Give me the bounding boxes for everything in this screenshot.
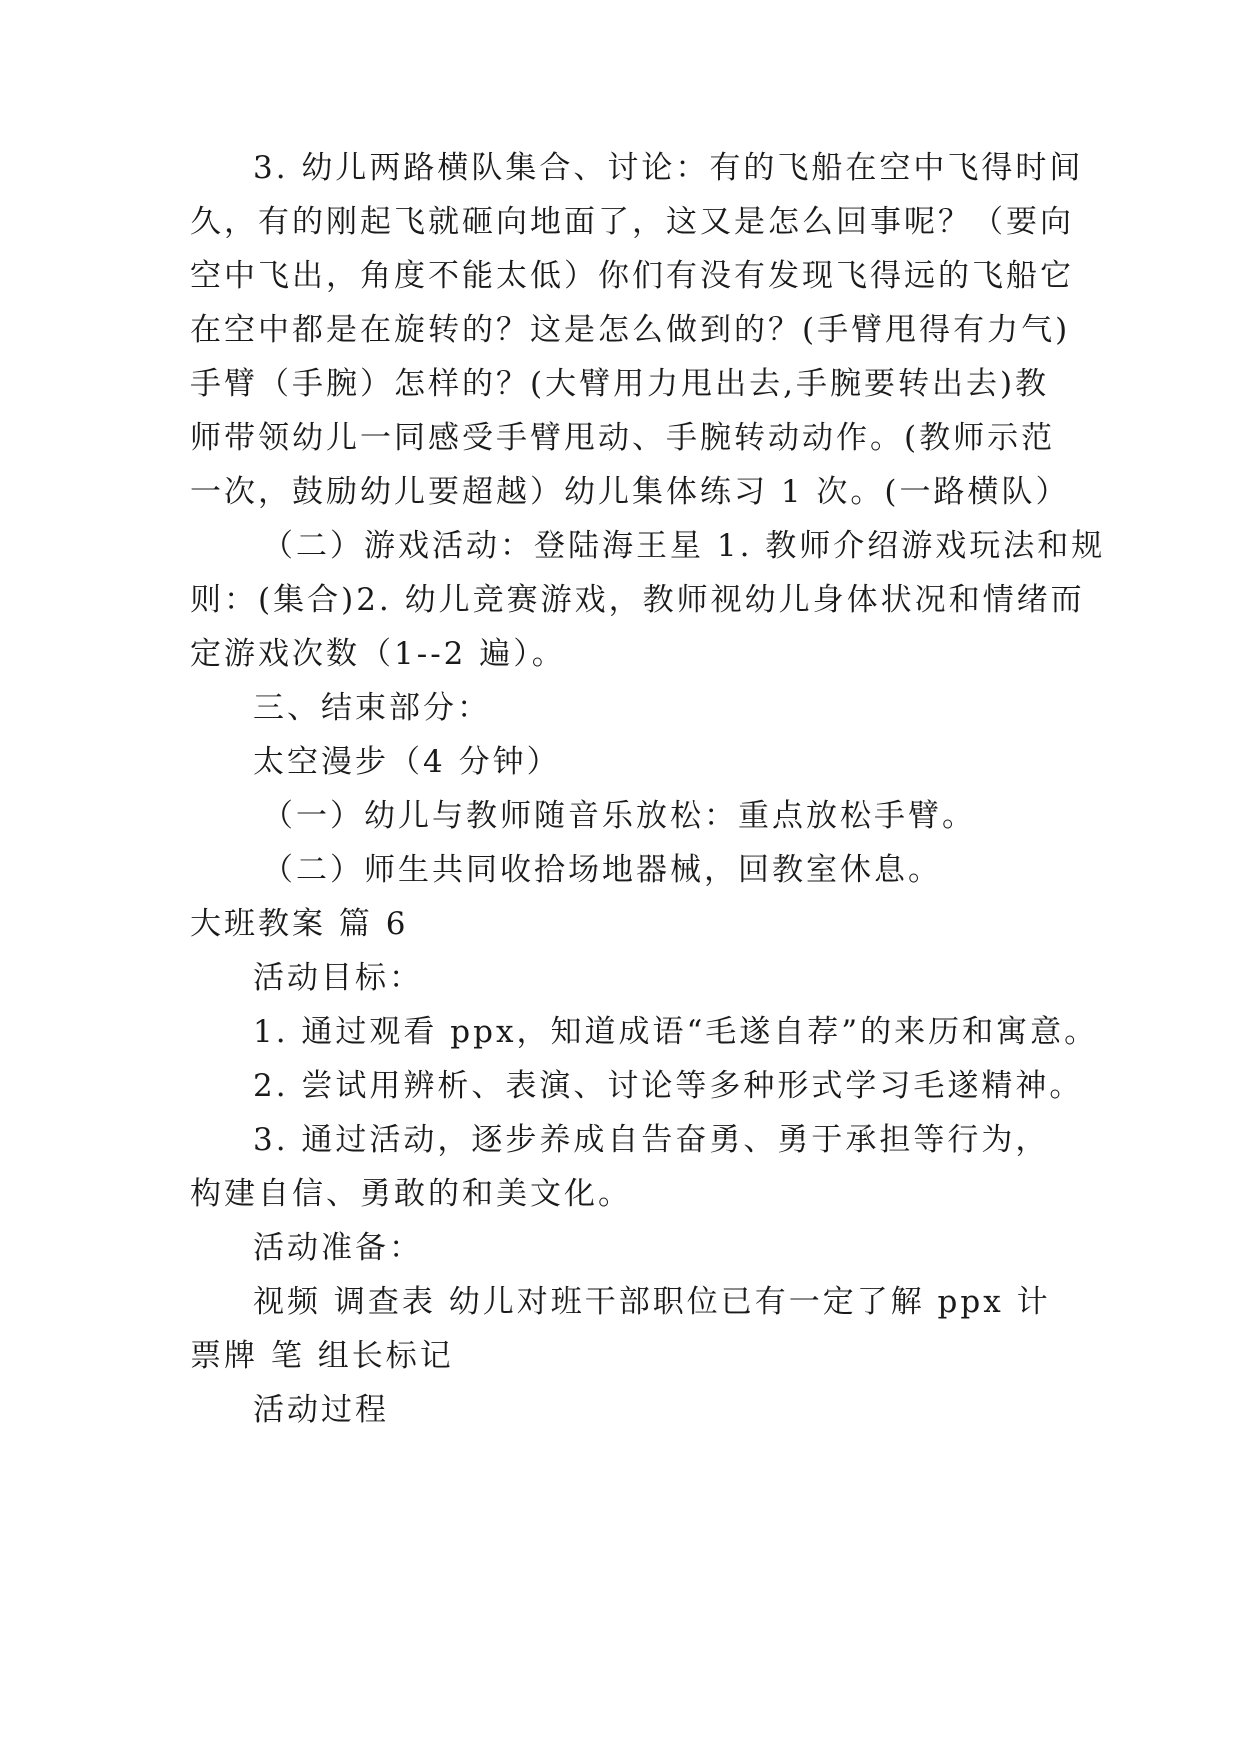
paragraph-line: 空中飞出，角度不能太低）你们有没有发现飞得远的飞船它 bbox=[190, 258, 1074, 294]
paragraph-line: 手臂（手腕）怎样的？(大臂用力甩出去,手腕要转出去)教 bbox=[190, 366, 1050, 402]
paragraph-line: （二）游戏活动：登陆海王星 1. 教师介绍游戏玩法和规 bbox=[262, 528, 1106, 564]
section-heading: 活动过程 bbox=[253, 1392, 389, 1428]
paragraph-line: 一次，鼓励幼儿要超越）幼儿集体练习 1 次。(一路横队） bbox=[190, 474, 1070, 510]
paragraph-line: 师带领幼儿一同感受手臂甩动、手腕转动动作。(教师示范 bbox=[190, 420, 1056, 456]
paragraph-line: 太空漫步（4 分钟） bbox=[253, 744, 561, 780]
paragraph-line: （一）幼儿与教师随音乐放松：重点放松手臂。 bbox=[262, 798, 976, 834]
paragraph-line: 久，有的刚起飞就砸向地面了，这又是怎么回事呢？（要向 bbox=[190, 204, 1074, 240]
paragraph-line: 定游戏次数（1--2 遍）。 bbox=[190, 636, 566, 672]
paragraph-line: 3. 幼儿两路横队集合、讨论：有的飞船在空中飞得时间 bbox=[253, 150, 1084, 186]
paragraph-line: （二）师生共同收拾场地器械，回教室休息。 bbox=[262, 852, 942, 888]
section-heading: 活动目标： bbox=[253, 960, 423, 996]
list-item: 3. 通过活动，逐步养成自告奋勇、勇于承担等行为， bbox=[253, 1122, 1050, 1158]
paragraph-line: 票牌 笔 组长标记 bbox=[190, 1338, 454, 1374]
paragraph-line: 在空中都是在旋转的？这是怎么做到的？(手臂甩得有力气) bbox=[190, 312, 1071, 348]
paragraph-line: 视频 调查表 幼儿对班干部职位已有一定了解 ppx 计 bbox=[253, 1284, 1051, 1320]
list-item: 2. 尝试用辨析、表演、讨论等多种形式学习毛遂精神。 bbox=[253, 1068, 1084, 1104]
paragraph-line: 构建自信、勇敢的和美文化。 bbox=[190, 1176, 632, 1212]
section-heading: 活动准备： bbox=[253, 1230, 423, 1266]
list-item: 1. 通过观看 ppx，知道成语“毛遂自荐”的来历和寓意。 bbox=[253, 1014, 1099, 1050]
section-heading: 三、结束部分： bbox=[253, 690, 491, 726]
lesson-title: 大班教案 篇 6 bbox=[190, 906, 409, 942]
paragraph-line: 则：(集合)2. 幼儿竞赛游戏，教师视幼儿身体状况和情绪而 bbox=[190, 582, 1085, 618]
